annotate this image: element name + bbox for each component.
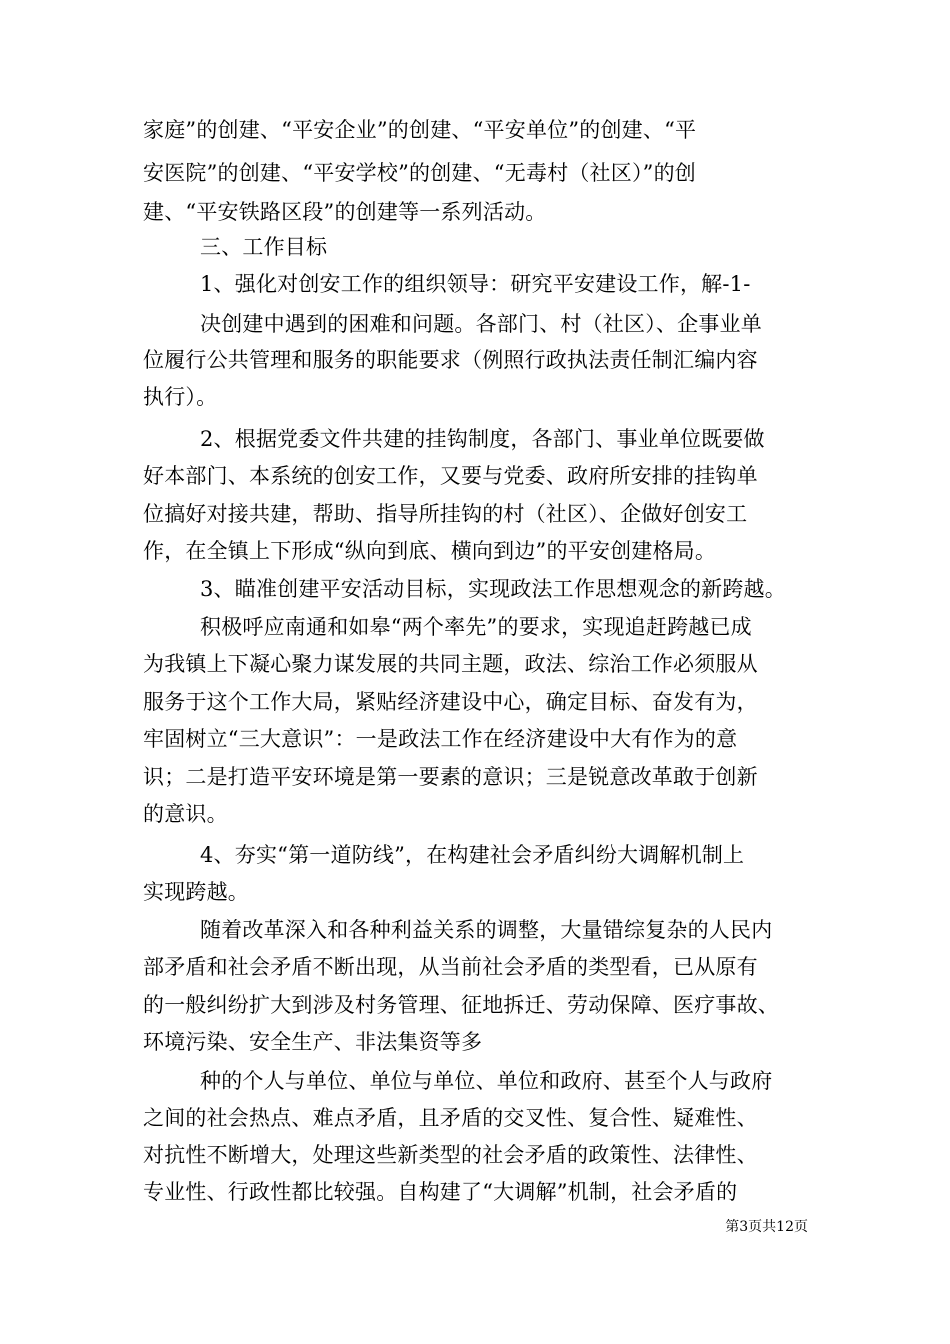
section-heading: 三、工作目标	[200, 235, 328, 259]
text-line: 种的个人与单位、单位与单位、单位和政府、甚至个人与政府	[200, 1069, 773, 1093]
page-number-footer: 第3页共12页	[725, 1219, 808, 1235]
text-line: 建、“平安铁路区段”的创建等一系列活动。	[143, 200, 547, 224]
text-line: 专业性、行政性都比较强。自构建了“大调解”机制，社会矛盾的	[143, 1180, 738, 1204]
text-line: 家庭”的创建、“平安企业”的创建、“平安单位”的创建、“平	[143, 118, 697, 142]
text-line: 服务于这个工作大局，紧贴经济建设中心，确定目标、奋发有为，	[143, 690, 758, 714]
text-line: 的意识。	[143, 802, 228, 826]
text-line: 执行）。	[143, 385, 218, 409]
text-line: 的一般纠纷扩大到涉及村务管理、征地拆迁、劳动保障、医疗事故、	[143, 993, 779, 1017]
text-line: 牢固树立“三大意识”：一是政法工作在经济建设中大有作为的意	[143, 727, 738, 751]
text-line: 位搞好对接共建，帮助、指导所挂钩的村（社区）、企做好创安工	[143, 502, 748, 526]
text-line: 环境污染、安全生产、非法集资等多	[143, 1030, 483, 1054]
text-line: 2、根据党委文件共建的挂钩制度，各部门、事业单位既要做	[200, 427, 765, 451]
text-line: 位履行公共管理和服务的职能要求（例照行政执法责任制汇编内容	[143, 348, 758, 372]
text-line: 好本部门、本系统的创安工作，又要与党委、政府所安排的挂钩单	[143, 464, 758, 488]
text-line: 识；二是打造平安环境是第一要素的意识；三是锐意改革敢于创新	[143, 765, 758, 789]
text-line: 为我镇上下凝心聚力谋发展的共同主题，政法、综治工作必须服从	[143, 652, 758, 676]
text-line: 部矛盾和社会矛盾不断出现，从当前社会矛盾的类型看，已从原有	[143, 955, 758, 979]
text-line: 随着改革深入和各种利益关系的调整，大量错综复杂的人民内	[200, 918, 773, 942]
text-line: 之间的社会热点、难点矛盾，且矛盾的交叉性、复合性、疑难性、	[143, 1106, 758, 1130]
text-line: 4、夯实“第一道防线”，在构建社会矛盾纠纷大调解机制上	[200, 843, 745, 867]
text-line: 安医院”的创建、“平安学校”的创建、“无毒村（社区）”的创	[143, 161, 696, 185]
text-line: 3、瞄准创建平安活动目标，实现政法工作思想观念的新跨越。	[200, 577, 786, 601]
text-line: 作，在全镇上下形成“纵向到底、横向到边”的平安创建格局。	[143, 539, 717, 563]
text-line: 积极呼应南通和如皋“两个率先”的要求，实现追赶跨越已成	[200, 615, 752, 639]
text-line: 决创建中遇到的困难和问题。各部门、村（社区）、企事业单	[200, 312, 762, 336]
text-line: 1、强化对创安工作的组织领导：研究平安建设工作，解-1-	[200, 272, 751, 296]
text-line: 实现跨越。	[143, 880, 249, 904]
text-line: 对抗性不断增大，处理这些新类型的社会矛盾的政策性、法律性、	[143, 1143, 758, 1167]
